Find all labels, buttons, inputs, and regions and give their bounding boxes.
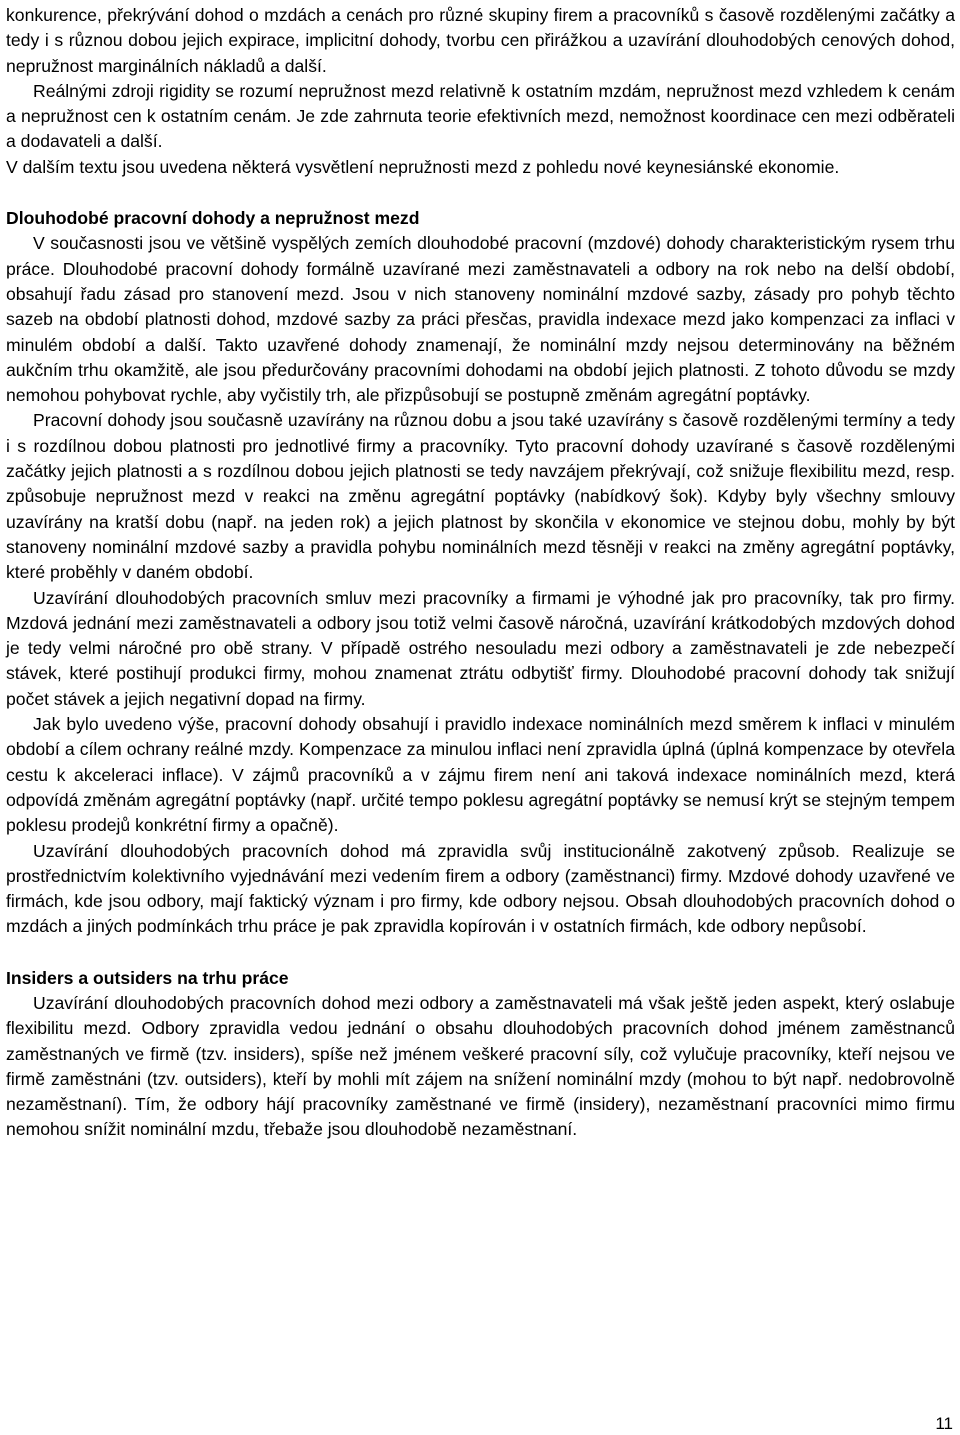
section-heading-long-term-agreements: Dlouhodobé pracovní dohody a nepružnost mezd — [6, 208, 420, 229]
section1-paragraph-2: Pracovní dohody jsou současně uzavírány na různou dobu a jsou také uzavírány s časově rozdělenými termíny a tedy i s rozdílnou dobou platnosti pro jednotlivé firmy a pracovníky. Tyto pracovní dohody uzavírané s časově rozdělenými začátky jejich platnosti a s rozdílnou dobou jejich platnosti se tedy navzájem překrývají, což snižuje flexibilitu mezd, resp. způsobuje nepružnost mezd v reakci na změnu agregátní poptávky (nabídkový šok). Kdyby byly všechny smlouvy uzavírány na kratší dobu (např. na jeden rok) a jejich platnost by skončila v ekonomice ve stejnou dobu, mohly by být stanoveny nominální mzdové sazby a pravidla pohybu nominálních mezd těsněji v reakci na změny agregátní poptávky, které proběhly v daném období. — [6, 410, 955, 583]
intro-paragraph-real-sources: Reálnými zdroji rigidity se rozumí nepružnost mezd relativně k ostatním mzdám, nepružnost mezd vzhledem k cenám a nepružnost cen k ostatním cenám. Je zde zahrnuta teorie efektivních mezd, nemožnost koordinace cen mezi odběrateli a dodavateli a další. — [6, 80, 955, 152]
intro-paragraph-outline: V dalším textu jsou uvedena některá vysvětlení nepružnosti mezd z pohledu nové keynesiánské ekonomie. — [6, 156, 840, 177]
section2-paragraph-1: Uzavírání dlouhodobých pracovních dohod mezi odbory a zaměstnavateli má však ještě jeden aspekt, který oslabuje flexibilitu mezd. Odbory zpravidla vedou jednání o obsahu dlouhodobých pracovních dohod jménem zaměstnanců zaměstnaných ve firmě (tzv. insiders), spíše než jménem veškeré pracovní síly, což vylučuje pracovníky, kteří nejsou ve firmě zaměstnáni (tzv. outsiders), kteří by mohli mít zájem na snížení nominální mzdy (mohou to být např. nedobrovolně nezaměstnaní). Tím, že odbory hájí pracovníky zaměstnané ve firmě (insidery), nezaměstnaní pracovníci mimo firmu nemohou snížit nominální mzdu, třebaže jsou dlouhodobě nezaměstnaní. — [6, 992, 955, 1140]
section1-paragraph-3: Uzavírání dlouhodobých pracovních smluv mezi pracovníky a firmami je výhodné jak pro pracovníky, tak pro firmy. Mzdová jednání mezi zaměstnavateli a odbory jsou totiž velmi časově náročná, uzavírání krátkodobých mzdových dohod je tedy velmi náročné pro obě strany. V případě ostrého nesouladu mezi odbory a zaměstnavateli je zde nebezpečí stávek, které postihují produkci firmy, mohou znamenat ztrátu odbytišť firmy. Dlouhodobé pracovní dohody tak snižují počet stávek a jejich negativní dopad na firmy. — [6, 587, 955, 709]
section1-paragraph-5: Uzavírání dlouhodobých pracovních dohod má zpravidla svůj institucionálně zakotvený způsob. Realizuje se prostřednictvím kolektivního vyjednávání mezi vedením firem a odbory (zaměstnanci) firmy. Mzdové dohody uzavřené ve firmách, kde jsou odbory, mají faktický význam i pro firmy, kde odbory nejsou. Obsah dlouhodobých pracovních dohod o mzdách a jiných podmínkách trhu práce je pak zpravidla kopírován i v ostatních firmách, kde odbory nepůsobí. — [6, 840, 955, 937]
document-page — [6, 3, 955, 1143]
section1-paragraph-4: Jak bylo uvedeno výše, pracovní dohody obsahují i pravidlo indexace nominálních mezd směrem k inflaci v minulém období a cílem ochrany reálné mzdy. Kompenzace za minulou inflaci není zpravidla úplná (úplná kompenzace by otevřela cestu k akceleraci inflace). V zájmů pracovníků a v zájmu firem není ani taková indexace nominálních mezd, která odpovídá změnám agregátní poptávky (např. určité tempo poklesu agregátní poptávky se nemusí krýt se stejným tempem poklesu prodejů konkrétní firmy a opačně). — [6, 714, 955, 836]
intro-paragraph-continuation: konkurence, překrývání dohod o mzdách a cenách pro různé skupiny firem a pracovníků s časově rozdělenými začátky a tedy i s různou dobou jejich expirace, implicitní dohody, tvorbu cen přirážkou a uzavírání dlouhodobých cenových dohod, nepružnost marginálních nákladů a další. — [6, 5, 955, 76]
page-number: 11 — [935, 1414, 953, 1433]
section1-paragraph-1: V současnosti jsou ve většině vyspělých zemích dlouhodobé pracovní (mzdové) dohody charakteristickým rysem trhu práce. Dlouhodobé pracovní dohody formálně uzavírané mezi zaměstnavateli a odbory na rok nebo na delší období, obsahují řadu zásad pro stanovení mezd. Jsou v nich stanoveny nominální mzdové sazby, zásady pro pohyb těchto sazeb na období platnosti dohod, mzdové sazby za práci přesčas, pravidla indexace mezd jako kompenzaci za inflaci v minulém období a další. Takto uzavřené dohody znamenají, že nominální mzdy nejsou determinovány na běžném aukčním trhu okamžitě, ale jsou předurčovány pracovními dohodami na období jejich platnosti. Z tohoto důvodu se mzdy nemohou pohybovat rychle, aby vyčistily trh, ale přizpůsobují se postupně změnám agregátní poptávky. — [6, 233, 955, 406]
section-heading-insiders-outsiders: Insiders a outsiders na trhu práce — [6, 967, 289, 988]
